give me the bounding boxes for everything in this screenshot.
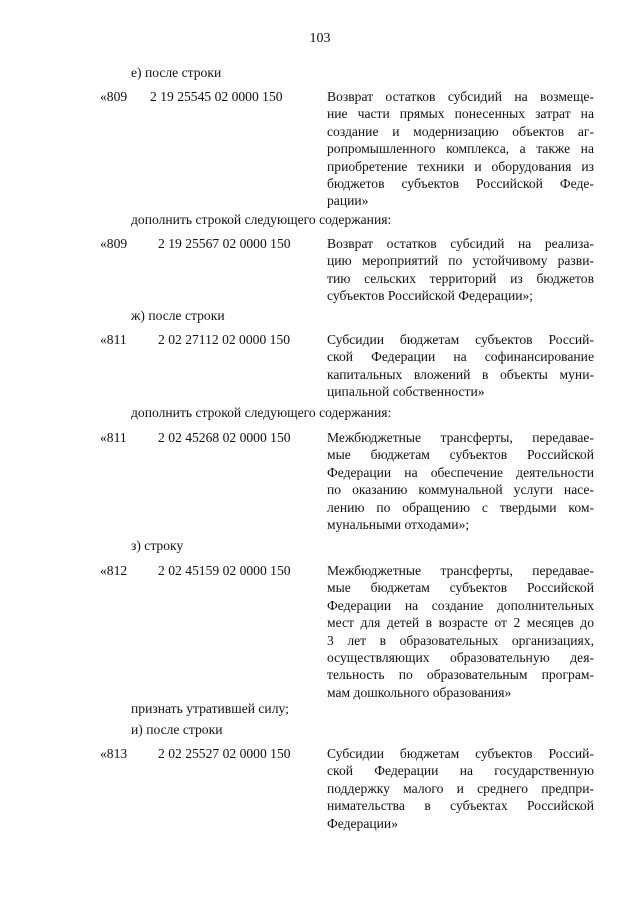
description-line: ской Федерации на софинансирование [327, 349, 594, 365]
description-line: цию мероприятий по устойчивому разви- [327, 253, 594, 269]
description-line: мые бюджетам субъектов Российской [327, 580, 594, 596]
description-line: ропромышленного комплекса, а также на [327, 141, 594, 157]
code-description [327, 745, 594, 832]
description-line: ской Федерации на государственную [327, 763, 594, 779]
description-line: Субсидии бюджетам субъектов Россий- [327, 746, 594, 761]
admin-code: «809 [100, 236, 128, 251]
description-line: лению по обращению с твердыми ком- [327, 499, 594, 515]
description-line: тельность по образовательным програм- [327, 667, 594, 683]
description-line: рации» [327, 193, 369, 209]
admin-code: «811 [100, 430, 127, 445]
description-line: создание и модернизацию объектов аг- [327, 123, 594, 139]
description-line: Межбюджетные трансферты, передавае- [327, 563, 594, 578]
page-number: 103 [309, 31, 331, 46]
budget-classification-code: 2 02 45268 02 0000 150 [158, 430, 291, 445]
description-line: 3 лет в образовательных организациях, [327, 632, 594, 648]
budget-classification-code: 2 02 27112 02 0000 150 [158, 332, 291, 347]
admin-code: «812 [100, 563, 128, 578]
budget-classification-code: 2 02 45159 02 0000 150 [158, 563, 291, 578]
description-line: мест для детей в возрасте от 2 месяцев до [327, 615, 594, 631]
description-line: капитальных вложений в объекты муни- [327, 366, 594, 382]
description-line: мам дошкольного образования» [327, 684, 512, 700]
description-line: Федерации на создание дополнительных [327, 597, 594, 613]
description-line: Федерации на обеспечение деятельности [327, 464, 594, 480]
description-line: Субсидии бюджетам субъектов Россий- [327, 332, 594, 347]
description-line: осуществляющих образовательную дея- [327, 650, 594, 666]
description-line: нимательства в субъектах Российской [327, 798, 594, 814]
description-line: тию сельских территорий из бюджетов [327, 270, 594, 286]
description-line: ние части прямых понесенных затрат на [327, 106, 594, 122]
description-line: Межбюджетные трансферты, передавае- [327, 430, 594, 445]
code-description [327, 562, 594, 701]
description-line: поддержку малого и среднего предпри- [327, 780, 594, 796]
code-description [327, 235, 594, 305]
description-line: субъектов Российской Федерации»; [327, 288, 534, 304]
instruction-paragraph: е) после строки [131, 65, 222, 80]
instruction-paragraph: дополнить строкой следующего содержания: [131, 405, 392, 420]
admin-code: «809 [100, 89, 128, 104]
instruction-paragraph: ж) после строки [131, 308, 225, 323]
description-line: мые бюджетам субъектов Российской [327, 447, 594, 463]
code-description [327, 331, 594, 401]
description-line: бюджетов субъектов Российской Феде- [327, 176, 594, 192]
code-description [327, 88, 594, 210]
description-line: Возврат остатков субсидий на возмеще- [327, 89, 594, 104]
instruction-paragraph: з) строку [131, 538, 184, 553]
description-line: ципальной собственности» [327, 384, 485, 400]
instruction-paragraph: дополнить строкой следующего содержания: [131, 212, 392, 227]
description-line: по оказанию коммунальной услуги насе- [327, 482, 594, 498]
budget-classification-code: 2 19 25545 02 0000 150 [150, 89, 283, 104]
code-description [327, 429, 594, 533]
instruction-paragraph: признать утратившей силу; [131, 701, 289, 716]
description-line: мунальными отходами»; [327, 517, 470, 533]
description-line: Федерации» [327, 815, 398, 831]
budget-classification-code: 2 19 25567 02 0000 150 [158, 236, 291, 251]
description-line: Возврат остатков субсидий на реализа- [327, 236, 594, 251]
instruction-paragraph: и) после строки [131, 722, 223, 737]
admin-code: «811 [100, 332, 127, 347]
budget-classification-code: 2 02 25527 02 0000 150 [158, 746, 291, 761]
admin-code: «813 [100, 746, 128, 761]
description-line: приобретение техники и оборудования из [327, 158, 594, 174]
